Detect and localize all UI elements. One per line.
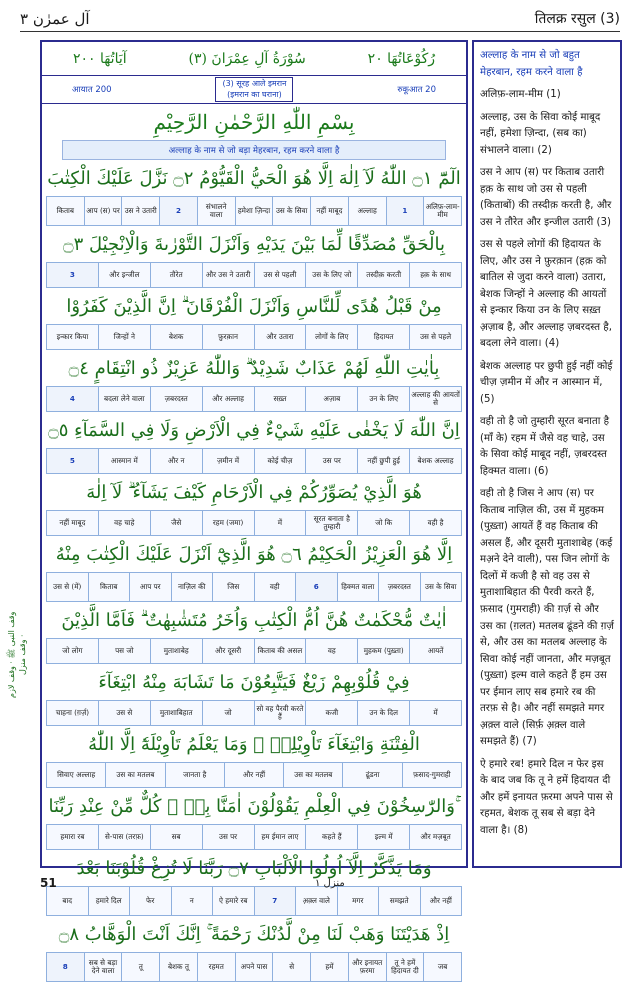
- word-meaning-cell: उस से (में): [47, 573, 88, 601]
- page-header: [20, 6, 620, 32]
- word-meaning-cell: हिदायत: [357, 325, 409, 349]
- page-number: 51: [40, 876, 57, 890]
- word-meaning-cell: 4: [47, 387, 98, 411]
- verse-arabic-line: مِنْ قَبْلُ هُدًى لِّلنَّاسِ وَاَنْزَلَ الْفُرْقَانَ ۗ اِنَّ الَّذِيْنَ كَفَرُوْا: [66, 295, 442, 317]
- word-by-word-row: [46, 762, 462, 788]
- word-meaning-cell: और उतारा: [254, 325, 306, 349]
- word-meaning-cell: सो वह पैरवी करते हैं: [254, 701, 306, 725]
- word-meaning-cell: सिवाए अल्लाह: [47, 763, 105, 787]
- word-meaning-cell: जिन्हों ने: [98, 325, 150, 349]
- word-meaning-cell: जो लोग: [47, 639, 98, 663]
- translation-paragraph: उस ने आप (स) पर किताब उतारी हक़ के साथ जो उस से पहली (किताबों) की तस्दीक़ करती है, और उस ने तौरेत और इन्जील उतारी (3): [480, 167, 612, 228]
- word-meaning-cell: किताब: [88, 573, 130, 601]
- word-meaning-cell: कहते हैं: [305, 825, 357, 849]
- word-meaning-cell: वह: [305, 639, 357, 663]
- word-meaning-cell: 6: [295, 573, 337, 601]
- word-meaning-cell: और इन्जील: [98, 263, 150, 287]
- word-meaning-cell: उस के सिवा: [420, 573, 462, 601]
- verse-arabic-line: وَمَا يَذَّكَّرُ اِلَّآ اُولُوا الْاَلْبَابِ ۝٧ رَبَّنَا لَا تُزِغْ قُلُوْبَنَا بَعْدَ: [76, 857, 432, 879]
- word-meaning-cell: और अल्लाह: [202, 387, 254, 411]
- word-meaning-cell: नहीं माबूद: [47, 511, 98, 535]
- word-meaning-cell: कजी: [305, 701, 357, 725]
- word-meaning-cell: किताब की असल: [254, 639, 306, 663]
- verse-arabic-line: هُوَ الَّذِيْ يُصَوِّرُكُمْ فِي الْاَرْحَامِ كَيْفَ يَشَآءُ ۗ لَآ اِلٰهَ: [86, 481, 422, 503]
- word-meaning-cell: मुताशाबेह: [150, 639, 202, 663]
- verse-arabic-line: وَالرّٰسِخُوْنَ فِي الْعِلْمِ يَقُوْلُوْنَ اٰمَنَّا بِهٖ ۙ كُلٌّ مِّنْ عِنْدِ رَبِّنَا ۚ: [48, 795, 460, 817]
- word-meaning-cell: बेशक तू: [159, 953, 197, 981]
- verse-arabic-line: اِذْ هَدَيْتَنَا وَهَبْ لَنَا مِنْ لَّدُنْكَ رَحْمَةً ۚ اِنَّكَ اَنْتَ الْوَهَّابُ ۝٨: [58, 923, 450, 945]
- word-meaning-cell: हमारा रब: [47, 825, 98, 849]
- word-meaning-cell: अल्लाह की आयतों से: [409, 387, 461, 411]
- word-meaning-cell: हक़ के साथ: [409, 263, 461, 287]
- word-meaning-cell: जो: [202, 701, 254, 725]
- translation-paragraph: अलिफ़-लाम-मीम (1): [480, 89, 561, 101]
- word-meaning-cell: उन के दिल: [357, 701, 409, 725]
- word-meaning-cell: 3: [47, 263, 98, 287]
- word-meaning-cell: सब: [150, 825, 202, 849]
- word-meaning-cell: रहमत: [197, 953, 235, 981]
- word-meaning-cell: उस का मतलब: [283, 763, 342, 787]
- word-meaning-cell: रहम (जमा): [202, 511, 254, 535]
- word-meaning-cell: वही है: [409, 511, 461, 535]
- translation-paragraph: अल्लाह, उस के सिवा कोई माबूद नहीं, हमेशा ज़िन्दा, (सब का) संभालने वाला। (2): [480, 111, 601, 156]
- word-by-word-row: [46, 324, 462, 350]
- word-meaning-cell: उस से पहले: [409, 325, 461, 349]
- word-meaning-cell: से-पास (तरफ़): [98, 825, 150, 849]
- word-meaning-cell: लोगों के लिए: [305, 325, 357, 349]
- word-meaning-cell: जो कि: [357, 511, 409, 535]
- word-meaning-cell: उन के लिए: [357, 387, 409, 411]
- word-meaning-cell: आस्मान में: [98, 449, 150, 473]
- verse-arabic-line: الْفِتْنَةِ وَابْتِغَآءَ تَاْوِيْلِهٖ ۚ وَمَا يَعْلَمُ تَاْوِيْلَهٗٓ اِلَّا اللّٰهُ: [88, 733, 420, 755]
- word-meaning-cell: और मज़बूत: [409, 825, 461, 849]
- ruku-count-hindi: रुकूआत 20: [397, 85, 436, 95]
- word-meaning-cell: सब से बड़ा देने वाला: [84, 953, 122, 981]
- surah-info-bar: [42, 76, 466, 104]
- word-meaning-cell: अल्लाह: [348, 197, 386, 225]
- word-meaning-cell: और उस ने उतारी: [202, 263, 254, 287]
- surah-title-arabic: (٣) سُوْرَةُ آلِ عِمْرَانَ: [188, 50, 306, 67]
- word-meaning-cell: बाद: [47, 887, 88, 915]
- word-meaning-cell: पस जो: [98, 639, 150, 663]
- word-meaning-cell: और दूसरी: [202, 639, 254, 663]
- word-meaning-cell: फेर: [129, 887, 171, 915]
- word-meaning-cell: अ़क़्ल वाले: [295, 887, 337, 915]
- translation-column: [472, 40, 622, 868]
- surah-name-hindi-box: [215, 77, 293, 102]
- word-by-word-row: [46, 386, 462, 412]
- word-meaning-cell: संभालने वाला: [197, 197, 235, 225]
- word-meaning-cell: वह चाहे: [98, 511, 150, 535]
- word-meaning-cell: अलिफ़-लाम-मीम: [423, 197, 461, 225]
- word-meaning-cell: 5: [47, 449, 98, 473]
- word-by-word-row: [46, 638, 462, 664]
- word-meaning-cell: समझते: [378, 887, 420, 915]
- word-meaning-cell: तौरेत: [150, 263, 202, 287]
- verse-arabic-line: اٰيٰتٌ مُّحْكَمٰتٌ هُنَّ اُمُّ الْكِتٰبِ وَاُخَرُ مُتَشٰبِهٰتٌ ۗ فَاَمَّا الَّذِيْنَ: [61, 609, 447, 631]
- word-meaning-cell: 1: [386, 197, 424, 225]
- word-meaning-cell: 7: [254, 887, 296, 915]
- word-meaning-cell: ज़बरदस्त: [378, 573, 420, 601]
- word-meaning-cell: तू: [121, 953, 159, 981]
- word-by-word-row: [46, 448, 462, 474]
- word-by-word-row: [46, 824, 462, 850]
- header-surah-name: آل عمرٰن ۳: [20, 9, 90, 28]
- word-meaning-cell: अपने पास: [235, 953, 273, 981]
- word-meaning-cell: हिक्मत वाला: [337, 573, 379, 601]
- word-meaning-cell: उस से: [98, 701, 150, 725]
- word-meaning-cell: ऐ हमारे रब: [212, 887, 254, 915]
- word-meaning-cell: 8: [47, 953, 84, 981]
- verses-count-arabic: آيَاتُهَا ٢٠٠: [72, 50, 127, 67]
- word-meaning-cell: कोई चीज़: [254, 449, 306, 473]
- verse-arabic-line: اِلَّا هُوَ الْعَزِيْزُ الْحَكِيْمُ ۝٦ هُوَ الَّذِيْٓ اَنْزَلَ عَلَيْكَ الْكِتٰبَ مِنْهُ: [55, 543, 453, 565]
- translation-paragraph: वही तो है जिस ने आप (स) पर किताब नाज़िल की, उस में मुहकम (पुख़्ता) आयतें हैं वह किताब की असल हैं, और दूसरी मुताशाबेह (कई मअ़ने देने वाली), पस जिन लोगों के दिलों में कजी है सो वह उस से मुताशाबिहात की पैरवी करते हैं, फ़साद (गुमराही) की ग़र्ज़ से और उस का (ग़लत) मतलब ढूंडने की ग़र्ज़ से, और उस का मतलब अल्लाह के सिवा कोई नहीं जानता, और मज़बूत (पुख़्ता) इल्म वाले कहते हैं हम उस पर ईमान लाए सब हमारे रब की तरफ़ से है। और नहीं समझते मगर अ़क़्ल वाले (सिर्फ़ अ़क़्ल वाले समझते हैं) (7): [480, 488, 614, 748]
- word-meaning-cell: हमें: [310, 953, 348, 981]
- word-meaning-cell: और नहीं: [420, 887, 462, 915]
- word-meaning-cell: न: [171, 887, 213, 915]
- translation-paragraph: उस से पहले लोगों की हिदायत के लिए, और उस ने फ़ुरक़ान (हक़ को बातिल से जुदा करने वाला) उतारा, बेशक जिन्हों ने अल्लाह की आयतों से इन्कार किया उन के लिए सख़्त अ़ज़ाब है, और अल्लाह ज़बरदस्त है, बदला लेने वाला। (4): [480, 239, 612, 350]
- header-book-title: तिलक्र रसुल (3): [534, 11, 620, 27]
- word-meaning-cell: इन्कार किया: [47, 325, 98, 349]
- word-meaning-cell: बदला लेने वाला: [98, 387, 150, 411]
- word-meaning-cell: मुहकम (पुख़्ता): [357, 639, 409, 663]
- word-by-word-row: [46, 196, 462, 226]
- word-meaning-cell: उस पर: [305, 449, 357, 473]
- word-meaning-cell: चाहना (ग़र्ज़): [47, 701, 98, 725]
- word-meaning-cell: किताब: [47, 197, 84, 225]
- word-meaning-cell: आप पर: [129, 573, 171, 601]
- word-by-word-row: [46, 572, 462, 602]
- word-meaning-cell: हमारे दिल: [88, 887, 130, 915]
- word-meaning-cell: नहीं माबूद: [310, 197, 348, 225]
- word-meaning-cell: नहीं छुपी हुई: [357, 449, 409, 473]
- word-meaning-cell: तस्दीक़ करती: [357, 263, 409, 287]
- word-meaning-cell: उस का मतलब: [105, 763, 164, 787]
- word-meaning-cell: वही: [254, 573, 296, 601]
- word-meaning-cell: तू ने हमें हिदायत दी: [386, 953, 424, 981]
- surah-name-hindi: (3) सूरह आले इमरान: [222, 79, 287, 89]
- translation-paragraph: अल्लाह के नाम से जो बहुत मेहरबान, रहम करने वाला है: [480, 50, 583, 78]
- word-meaning-cell: फ़साद-गुमराही: [402, 763, 461, 787]
- word-meaning-cell: हम ईमान लाए: [254, 825, 306, 849]
- bismillah-translation: अल्लाह के नाम से जो बड़ा मेहरबान, रहम करने वाला है: [62, 140, 446, 160]
- verse-arabic-line: اِنَّ اللّٰهَ لَا يَخْفٰى عَلَيْهِ شَيْءٌ فِي الْاَرْضِ وَلَا فِي السَّمَآءِ ۝٥: [48, 419, 460, 441]
- verse-arabic-line: بِاٰيٰتِ اللّٰهِ لَهُمْ عَذَابٌ شَدِيْدٌ ۗ وَاللّٰهُ عَزِيْزٌ ذُو انْتِقَامٍ ۝٤: [68, 357, 440, 379]
- word-meaning-cell: 2: [159, 197, 197, 225]
- word-by-word-row: [46, 952, 462, 982]
- word-meaning-cell: फ़ुरक़ान: [202, 325, 254, 349]
- verse-arabic-line: الٓمّٓ ۝١ اللّٰهُ لَآ اِلٰهَ اِلَّا هُوَ الْحَيُّ الْقَيُّوْمُ ۝٢ نَزَّلَ عَلَيْكَ الْكِتٰبَ: [47, 167, 461, 189]
- word-meaning-cell: आयतें: [409, 639, 461, 663]
- word-meaning-cell: बेशक: [150, 325, 202, 349]
- word-meaning-cell: उस ने उतारी: [121, 197, 159, 225]
- translation-paragraph: वही तो है जो तुम्हारी सूरत बनाता है (माँ के) रहम में जैसे वह चाहे, उस के सिवा कोई माबूद नहीं, ज़बरदस्त हिक्मत वाला। (6): [480, 416, 609, 477]
- surah-title-bar: [42, 42, 466, 76]
- translation-paragraph: ऐ हमारे रब! हमारे दिल न फेर इस के बाद जब कि तू ने हमें हिदायत दी और हमें इनायत फ़रमा अपने पास से रहमत, बेशक तू सब से बड़ा देने वाला है। (8): [480, 758, 613, 836]
- verse-arabic-line: فِيْ قُلُوْبِهِمْ زَيْغٌ فَيَتَّبِعُوْنَ مَا تَشَابَهَ مِنْهُ ابْتِغَآءَ: [98, 671, 410, 693]
- word-meaning-cell: मुताशाबिहात: [150, 701, 202, 725]
- word-meaning-cell: उस के लिए जो: [305, 263, 357, 287]
- bismillah-arabic: بِسْمِ اللّٰهِ الرَّحْمٰنِ الرَّحِيْمِ: [153, 110, 355, 134]
- word-by-word-row: [46, 510, 462, 536]
- word-meaning-cell: जिस: [212, 573, 254, 601]
- word-meaning-cell: उस पर: [202, 825, 254, 849]
- word-meaning-cell: उस से पहली: [254, 263, 306, 287]
- word-meaning-cell: जब: [423, 953, 461, 981]
- word-meaning-cell: सख़्त: [254, 387, 306, 411]
- word-meaning-cell: आप (स) पर: [84, 197, 122, 225]
- word-meaning-cell: में: [409, 701, 461, 725]
- word-meaning-cell: अज़ाब: [305, 387, 357, 411]
- word-meaning-cell: जैसे: [150, 511, 202, 535]
- word-meaning-cell: उस के सिवा: [272, 197, 310, 225]
- word-meaning-cell: में: [254, 511, 306, 535]
- word-meaning-cell: बेशक अल्लाह: [409, 449, 461, 473]
- word-meaning-cell: जानता है: [165, 763, 224, 787]
- word-meaning-cell: और इनायत फ़रमा: [348, 953, 386, 981]
- margin-stop-note: وقف النبی ﷺ · وقف لازم · وقف منزل: [7, 611, 27, 699]
- word-meaning-cell: और न: [150, 449, 202, 473]
- word-meaning-cell: ढूंडना: [342, 763, 401, 787]
- manzil-label: منزل ١: [315, 877, 345, 889]
- page-footer: [40, 872, 620, 894]
- word-meaning-cell: नाज़िल की: [171, 573, 213, 601]
- word-meaning-cell: हमेशा ज़िन्दा: [235, 197, 273, 225]
- surah-meaning-hindi: (इमरान का घराना): [227, 89, 282, 99]
- word-by-word-row: [46, 700, 462, 726]
- verse-arabic-line: بِالْحَقِّ مُصَدِّقًا لِّمَا بَيْنَ يَدَيْهِ وَاَنْزَلَ التَّوْرٰىةَ وَالْاِنْجِيْلَ ۝٣: [63, 233, 445, 255]
- rukus-count-arabic: رُكُوْعَاتُهَا ٢٠: [367, 50, 436, 67]
- word-by-word-row: [46, 262, 462, 288]
- word-meaning-cell: और नहीं: [224, 763, 283, 787]
- word-meaning-cell: ज़बरदस्त: [150, 387, 202, 411]
- word-meaning-cell: मगर: [337, 887, 379, 915]
- verse-rows: [42, 160, 466, 982]
- word-meaning-cell: ज़मीन में: [202, 449, 254, 473]
- word-meaning-cell: से: [272, 953, 310, 981]
- translation-paragraph: बेशक अल्लाह पर छुपी हुई नहीं कोई चीज़ ज़मीन में और न आस्मान में, (5): [480, 360, 613, 405]
- word-meaning-cell: सूरत बनाता है तुम्हारी: [305, 511, 357, 535]
- ayat-count-hindi: आयात 200: [72, 85, 112, 95]
- word-meaning-cell: इल्म में: [357, 825, 409, 849]
